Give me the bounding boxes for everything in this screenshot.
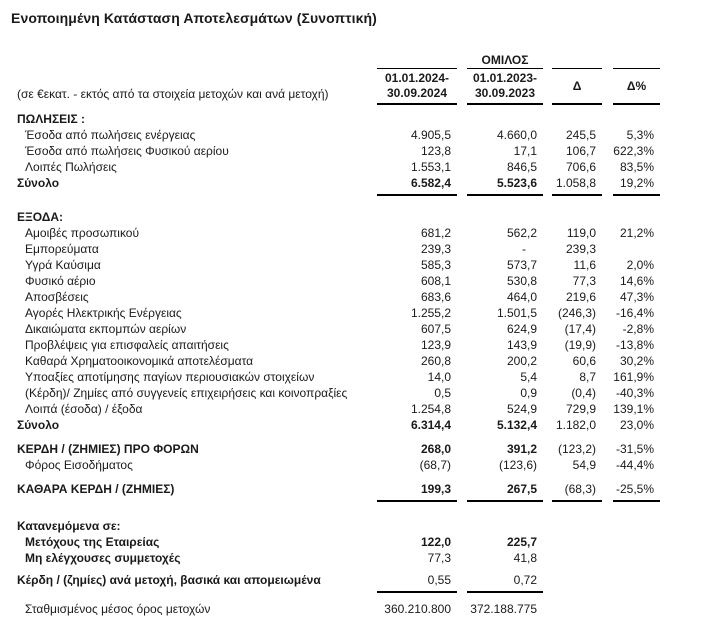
header-top-rule [377,53,457,69]
row-label: Κέρδη / (ζημίες) ανά μετοχή, βασικά και απομειωμένα [17,573,321,587]
cell-value: 17,1 [513,144,537,158]
page-title: Ενοποιημένη Κατάσταση Αποτελεσμάτων (Συνοπτική) [11,10,377,26]
row-spacer [17,433,660,441]
table-row [17,241,660,257]
cell-value: 14,0 [427,370,451,384]
row-label: Λοιπά (έσοδα) / έξοδα [25,402,143,416]
cell-value: 624,9 [506,322,537,336]
column-header-period-2024 [377,69,457,105]
cell-value: 608,1 [420,274,451,288]
column-header-delta-pct: Δ% [613,69,660,105]
row-label: Έσοδα από πωλήσεις ενέργειας [25,128,196,142]
table-row [17,127,660,143]
cell-value: 683,6 [420,290,451,304]
cell-value: 530,8 [506,274,537,288]
table-row [17,143,660,159]
cell-value [552,209,602,225]
header-top-rule [613,53,660,69]
cell-value: 119,0 [566,226,596,240]
cell-value: -31,5% [615,442,654,456]
cell-value: 14,6% [619,274,654,288]
table-row [17,305,660,321]
cell-value: 391,2 [506,442,537,456]
row-label: Σύνολο [17,176,60,190]
cell-value: 21,2% [619,226,654,240]
statement-body [17,111,660,617]
column-header-period-2023 [467,69,543,105]
cell-value: 23,0% [619,418,654,432]
cell-value: 239,3 [565,242,596,256]
row-label: Προβλέψεις για επισφαλείς απαιτήσεις [25,338,229,352]
table-row [17,209,660,225]
cell-value: 0,5 [434,386,451,400]
table-row [17,385,660,401]
row-label: Αμοιβές προσωπικού [25,226,140,240]
cell-value [552,534,602,550]
cell-value: -25,5% [613,481,660,502]
row-label: Έσοδα από πωλήσεις Φυσικού αερίου [25,144,229,158]
cell-value: 846,5 [506,160,537,174]
cell-value: 123,9 [420,338,451,352]
row-label: Εμπορεύματα [25,242,99,256]
row-spacer [17,502,660,518]
cell-value: 5.523,6 [467,175,543,196]
cell-value: 1.501,5 [496,306,537,320]
row-label: Σταθμισμένος μέσος όρος μετοχών [25,602,211,616]
cell-value [613,241,660,257]
cell-value: 245,5 [565,128,596,142]
cell-value: 372.188.775 [470,602,537,616]
cell-value: 199,3 [377,481,457,502]
cell-value: 139,1% [613,402,654,416]
cell-value [613,518,660,534]
column-header-line: 01.01.2023- [472,71,538,85]
cell-value [552,111,602,127]
cell-value [467,111,543,127]
table-row [17,353,660,369]
cell-value: 268,0 [420,442,451,456]
table-row [17,225,660,241]
cell-value: 6.582,4 [377,175,457,196]
row-label: Μη ελέγχουσες συμμετοχές [25,551,181,565]
row-label: Φυσικό αέριο [25,274,96,288]
cell-value [613,572,660,593]
cell-value [552,550,602,566]
cell-value [377,111,457,127]
cell-value: 360.210.800 [384,602,451,616]
cell-value: 83,5% [619,160,654,174]
cell-value: 2,0% [626,258,654,272]
cell-value: 0,72 [467,572,543,593]
row-label: (Κέρδη)/ Ζημίες από συγγενείς επιχειρήσεις και κοινοπραξίες [25,386,348,400]
column-header-line: 01.01.2024- [384,71,450,85]
row-label: ΚΑΘΑΡΑ ΚΕΡΔΗ / (ΖΗΜΙΕΣ) [17,482,175,496]
cell-value: 0,9 [520,386,537,400]
group-header-label: ΟΜΙΛΟΣ [467,53,543,69]
cell-value: 681,2 [420,226,451,240]
row-label: Αγορές Ηλεκτρικής Ενέργειας [25,306,182,320]
cell-value: 54,9 [572,458,596,472]
cell-value [377,518,457,534]
cell-value: 4.660,0 [496,128,537,142]
cell-value: 1.182,0 [555,418,596,432]
cell-value: 77,3 [572,274,596,288]
cell-value: 267,5 [467,481,543,502]
cell-value: 260,8 [420,354,451,368]
cell-value: 77,3 [427,551,451,565]
table-row [17,175,660,196]
table-row [17,601,660,617]
cell-value: 219,6 [565,290,596,304]
cell-value: 60,6 [572,354,596,368]
cell-value: 573,7 [506,258,537,272]
table-row [17,417,660,433]
cell-value: 5,3% [626,128,654,142]
cell-value: 1.255,2 [410,306,451,320]
column-header-line: 30.09.2024 [386,86,448,100]
cell-value: (19,9) [564,338,596,352]
cell-value: 464,0 [506,290,537,304]
table-row [17,441,660,457]
table-row [17,534,660,550]
cell-value [552,601,602,617]
cell-value [377,209,457,225]
group-header-row [17,53,660,69]
table-header [17,53,660,105]
row-label: Δικαιώματα εκπομπών αερίων [25,322,187,336]
table-row [17,273,660,289]
cell-value: 41,8 [513,551,537,565]
unit-note: (σε €εκατ. - εκτός από τα στοιχεία μετοχών και ανά μετοχή) [17,87,329,101]
cell-value [467,518,543,534]
row-label: Λοιπές Πωλήσεις [25,160,117,174]
cell-value: 122,0 [420,535,451,549]
table-row [17,457,660,473]
cell-value: 6.314,4 [410,418,451,432]
cell-value: 8,7 [579,370,596,384]
cell-value: -44,4% [615,458,654,472]
cell-value: -2,8% [622,322,654,336]
cell-value: 225,7 [506,535,537,549]
row-label: ΚΕΡΔΗ / (ΖΗΜΙΕΣ) ΠΡΟ ΦΟΡΩΝ [17,442,199,456]
row-label: Υποαξίες αποτίμησης παγίων περιουσιακών στοιχείων [25,370,315,384]
table-row [17,159,660,175]
table-row [17,321,660,337]
row-label: Φόρος Εισοδήματος [25,458,133,472]
cell-value: 123,8 [420,144,451,158]
table-row [17,550,660,566]
table-row [17,337,660,353]
row-label: ΕΞΟΔΑ: [17,210,64,224]
table-row [17,481,660,502]
cell-value: 585,3 [420,258,451,272]
header-top-rule [552,53,602,69]
cell-value [552,572,602,593]
cell-value: (123,6) [498,458,537,472]
cell-value: 1.553,1 [410,160,451,174]
cell-value: -40,3% [615,386,654,400]
cell-value: - [522,242,526,256]
row-label: Μετόχους της Εταιρείας [25,535,160,549]
cell-value: 30,2% [619,354,654,368]
row-spacer [17,593,660,601]
row-spacer [17,196,660,209]
table-row [17,257,660,273]
cell-value: (68,3) [552,481,602,502]
cell-value: 706,6 [565,160,596,174]
table-row [17,289,660,305]
cell-value: (17,4) [564,322,596,336]
row-spacer [17,473,660,481]
cell-value: 607,5 [420,322,451,336]
column-header-line: 30.09.2023 [474,86,536,100]
cell-value: 5.132,4 [496,418,537,432]
cell-value: 19,2% [613,175,660,196]
cell-value [613,111,660,127]
cell-value [467,209,543,225]
column-header-delta: Δ [552,69,602,105]
cell-value: (123,2) [557,442,596,456]
cell-value [613,601,660,617]
cell-value: -16,4% [615,306,654,320]
cell-value [552,518,602,534]
cell-value: 239,3 [420,242,451,256]
cell-value: (0,4) [571,386,596,400]
cell-value: 622,3% [613,144,654,158]
cell-value: 5,4 [520,370,537,384]
column-header-row [17,69,660,105]
cell-value: 11,6 [573,258,596,272]
cell-value: 47,3% [619,290,654,304]
table-row [17,369,660,385]
table-row [17,572,660,593]
cell-value [613,209,660,225]
cell-value [613,534,660,550]
group-header-spacer [17,53,377,69]
cell-value: 200,2 [506,354,537,368]
cell-value: 106,7 [565,144,596,158]
table-row [17,111,660,127]
cell-value [613,550,660,566]
row-label: Κατανεμόμενα σε: [17,519,121,533]
cell-value: 4.905,5 [410,128,451,142]
table-row [17,518,660,534]
cell-value: 161,9% [613,370,654,384]
row-label: ΠΩΛΗΣΕΙΣ : [17,112,86,126]
cell-value: 1.058,8 [552,175,602,196]
row-label: Υγρά Καύσιμα [25,258,101,272]
cell-value: 729,9 [565,402,596,416]
cell-value: (246,3) [557,306,596,320]
table-row [17,401,660,417]
cell-value: (68,7) [419,458,451,472]
row-label: Αποσβέσεις [25,290,89,304]
cell-value: 0,55 [377,572,457,593]
row-label: Σύνολο [17,418,60,432]
cell-value: -13,8% [615,338,654,352]
cell-value: 1.254,8 [410,402,451,416]
cell-value: 143,9 [506,338,537,352]
row-label: Καθαρά Χρηματοοικονομικά αποτελέσματα [25,354,254,368]
cell-value: 524,9 [506,402,537,416]
cell-value: 562,2 [506,226,537,240]
